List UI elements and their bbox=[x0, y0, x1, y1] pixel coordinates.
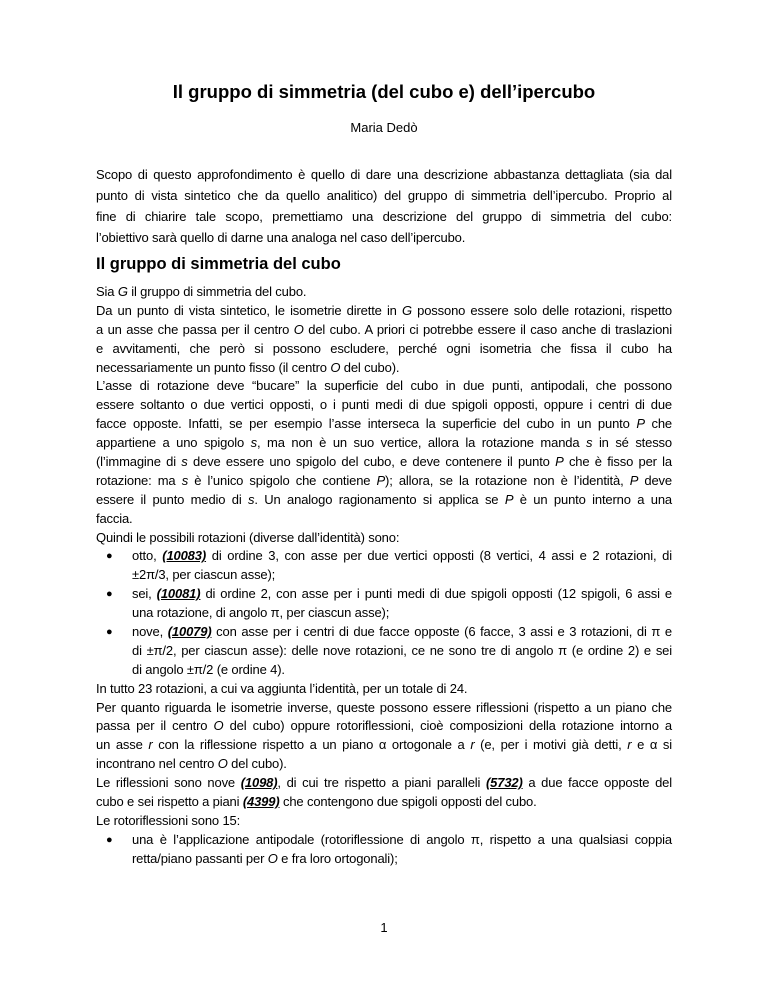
reference-link[interactable]: (10083) bbox=[162, 548, 207, 564]
text-segment: del cubo). bbox=[340, 359, 400, 375]
text-line bbox=[96, 359, 672, 378]
text-line bbox=[96, 491, 672, 510]
text-segment: l’obiettivo sarà quello di darne una analoga nel caso dell’ipercubo. bbox=[96, 230, 466, 245]
math-symbol: O bbox=[330, 359, 341, 375]
text-line bbox=[96, 680, 672, 699]
bullet-icon: ● bbox=[106, 550, 113, 563]
math-symbol: r bbox=[148, 737, 153, 753]
text-segment: (e, per i motivi già detti, bbox=[474, 737, 628, 753]
math-symbol: s bbox=[181, 454, 188, 470]
text-segment: di angolo ±π/2 (e ordine 4). bbox=[132, 661, 285, 677]
text-segment: di ±π/2, per ciascun asse): delle nove rotazioni, ce ne sono tre di angolo π (e ordine 2) e sei bbox=[132, 642, 672, 658]
text-segment: L’asse di rotazione deve “bucare” la superficie del cubo in due punti, antipodali, che possono bbox=[96, 378, 672, 394]
section-body bbox=[96, 283, 672, 869]
text-segment: è l’unico spigolo che contiene bbox=[188, 472, 377, 488]
text-segment: in sé stesso bbox=[592, 435, 672, 451]
text-segment: In tutto 23 rotazioni, a cui va aggiunta l’identità, per un totale di 24. bbox=[96, 680, 468, 696]
math-symbol: P bbox=[555, 454, 564, 470]
bullet-icon: ● bbox=[106, 588, 113, 601]
math-symbol: s bbox=[181, 472, 189, 488]
bullet-list-item-line bbox=[96, 547, 672, 566]
text-segment: essere soltanto o due vertici opposti, o i punti medi di due spigoli opposti, oppure i centri di due bbox=[96, 397, 672, 413]
text-line bbox=[96, 227, 672, 248]
text-segment: cubo e sei rispetto a piani bbox=[96, 794, 243, 810]
text-segment: deve essere uno spigolo del cubo, e deve contenere il punto bbox=[187, 454, 556, 470]
text-segment: possono essere solo delle rotazioni, rispetto bbox=[411, 302, 672, 318]
math-symbol: P bbox=[376, 472, 386, 488]
math-symbol: s bbox=[248, 491, 255, 507]
math-symbol: P bbox=[636, 416, 645, 432]
text-segment: una rotazione, di angolo π, per ciascun asse); bbox=[132, 605, 390, 621]
bullet-list-item-line bbox=[96, 831, 672, 850]
text-segment: Le riflessioni sono nove bbox=[96, 775, 241, 791]
text-segment: passa per il centro bbox=[96, 718, 214, 734]
text-line bbox=[96, 434, 672, 453]
text-segment: e α si bbox=[631, 737, 672, 753]
text-line bbox=[96, 302, 672, 321]
math-symbol: P bbox=[629, 472, 639, 488]
reference-link[interactable]: (1098) bbox=[240, 775, 278, 791]
text-segment: Sia bbox=[96, 284, 118, 299]
text-line bbox=[96, 755, 672, 774]
text-segment: del cubo) oppure rotoriflessioni, cioè composizioni della rotazione intorno a bbox=[223, 718, 672, 734]
text-segment: incontrano nel centro bbox=[96, 756, 218, 772]
bullet-list-item-line bbox=[96, 585, 672, 604]
math-symbol: O bbox=[217, 756, 228, 772]
text-line bbox=[96, 566, 672, 585]
text-line bbox=[96, 717, 672, 736]
text-segment: faccia. bbox=[96, 510, 133, 526]
reference-link[interactable]: (5732) bbox=[485, 775, 523, 791]
page-number: 1 bbox=[380, 920, 388, 935]
text-segment: e avvitamenti, che però si possono escludere, perché ogni isometria che fissa il cubo ha bbox=[96, 340, 672, 356]
bullet-icon: ● bbox=[106, 833, 113, 846]
text-line bbox=[96, 529, 672, 548]
text-line bbox=[96, 472, 672, 491]
text-segment: del cubo). bbox=[227, 756, 287, 772]
math-symbol: r bbox=[470, 737, 475, 753]
text-line bbox=[96, 453, 672, 472]
text-segment: che è fisso per la bbox=[563, 454, 672, 470]
author-name: Maria Dedò bbox=[350, 120, 418, 135]
math-symbol: O bbox=[267, 850, 278, 866]
text-segment: , ma non è un suo vertice, allora la rotazione manda bbox=[257, 435, 587, 451]
text-segment: , di cui tre rispetto a piani paralleli bbox=[277, 775, 486, 791]
document-title: Il gruppo di simmetria (del cubo e) dell’ipercubo bbox=[172, 81, 596, 102]
text-segment: punto di vista sintetico che da quello analitico) del gruppo di simmetria dell’ipercubo. Proprio al bbox=[96, 188, 672, 203]
math-symbol: r bbox=[627, 737, 632, 753]
text-segment: nove, bbox=[132, 624, 168, 640]
math-symbol: P bbox=[504, 491, 514, 507]
text-segment: . Un analogo ragionamento si applica se bbox=[254, 491, 505, 507]
math-symbol: O bbox=[293, 321, 304, 337]
text-segment: Quindi le possibili rotazioni (diverse dall’identità) sono: bbox=[96, 529, 400, 545]
text-segment: sei, bbox=[132, 586, 157, 602]
math-symbol: G bbox=[117, 284, 128, 299]
intro-paragraph bbox=[96, 164, 672, 248]
text-segment: Da un punto di vista sintetico, le isometrie dirette in bbox=[96, 302, 402, 318]
text-segment: fine di chiarire tale scopo, premettiamo una descrizione del gruppo di simmetria del cubo: bbox=[96, 209, 672, 224]
text-line bbox=[96, 396, 672, 415]
text-line bbox=[96, 283, 672, 302]
text-line bbox=[96, 812, 672, 831]
text-segment: e fra loro ortogonali); bbox=[277, 850, 398, 866]
bullet-icon: ● bbox=[106, 626, 113, 639]
text-line bbox=[96, 736, 672, 755]
text-line bbox=[96, 206, 672, 227]
math-symbol: O bbox=[213, 718, 224, 734]
text-segment: ±2π/3, per ciascun asse); bbox=[132, 567, 276, 583]
text-segment: un asse bbox=[96, 737, 149, 753]
text-segment: con la riflessione rispetto a un piano α ortogonale a bbox=[152, 737, 471, 753]
text-segment: è un punto interno a una bbox=[513, 491, 673, 507]
math-symbol: G bbox=[401, 302, 412, 318]
text-segment: che bbox=[644, 416, 672, 432]
section-heading: Il gruppo di simmetria del cubo bbox=[96, 255, 341, 273]
text-line bbox=[96, 604, 672, 623]
text-segment: con asse per i centri di due facce opposte (6 facce, 3 assi e 3 rotazioni, di π e bbox=[211, 624, 672, 640]
bullet-list-item-line bbox=[96, 623, 672, 642]
text-segment: che contengono due spigoli opposti del cubo. bbox=[279, 794, 537, 810]
text-segment: Per quanto riguarda le isometrie inverse, queste possono essere riflessioni (rispetto a un piano che bbox=[96, 699, 672, 715]
text-segment: (l’immagine di bbox=[96, 454, 182, 470]
text-line bbox=[96, 850, 672, 869]
text-line bbox=[96, 185, 672, 206]
text-segment: a due facce opposte del bbox=[522, 775, 672, 791]
reference-link[interactable]: (10081) bbox=[156, 586, 201, 602]
text-line bbox=[96, 774, 672, 793]
text-line bbox=[96, 321, 672, 340]
text-segment: ); allora, se la rotazione non è l’identità, bbox=[385, 472, 630, 488]
text-segment: a un asse che passa per il centro bbox=[96, 321, 294, 337]
text-segment: del cubo. A priori ci potrebbe essere il caso anche di traslazioni bbox=[303, 321, 672, 337]
text-segment: retta/piano passanti per bbox=[132, 850, 268, 866]
text-segment: una è l’applicazione antipodale (rotoriflessione di angolo π, rispetto a una qualsiasi coppia bbox=[132, 831, 672, 847]
text-segment: il gruppo di simmetria del cubo. bbox=[127, 284, 307, 299]
text-segment: essere il punto medio di bbox=[96, 491, 249, 507]
text-segment: Le rotoriflessioni sono 15: bbox=[96, 812, 241, 828]
text-line bbox=[96, 415, 672, 434]
text-line bbox=[96, 510, 672, 529]
math-symbol: s bbox=[250, 435, 258, 451]
text-segment: facce opposte. Infatti, se per esempio l’asse interseca la superficie del cubo in un punto bbox=[96, 416, 637, 432]
text-segment: Scopo di questo approfondimento è quello di dare una descrizione abbastanza dettagliata (sia dal bbox=[96, 167, 672, 182]
text-line bbox=[96, 164, 672, 185]
text-line bbox=[96, 699, 672, 718]
reference-link[interactable]: (10079) bbox=[167, 624, 212, 640]
text-segment: di ordine 2, con asse per i punti medi di due spigoli opposti (12 spigoli, 6 assi e bbox=[200, 586, 672, 602]
text-segment: appartiene a uno spigolo bbox=[96, 435, 251, 451]
text-line bbox=[96, 661, 672, 680]
text-line bbox=[96, 377, 672, 396]
text-segment: rotazione: ma bbox=[96, 472, 182, 488]
text-segment: necessariamente un punto fisso (il centro bbox=[96, 359, 331, 375]
text-segment: deve bbox=[638, 472, 672, 488]
reference-link[interactable]: (4399) bbox=[242, 794, 280, 810]
text-segment: otto, bbox=[132, 548, 163, 564]
text-line bbox=[96, 340, 672, 359]
text-segment: di ordine 3, con asse per due vertici opposti (8 vertici, 4 assi e 2 rotazioni, di bbox=[206, 548, 672, 564]
text-line bbox=[96, 642, 672, 661]
math-symbol: s bbox=[586, 435, 593, 451]
text-line bbox=[96, 793, 672, 812]
